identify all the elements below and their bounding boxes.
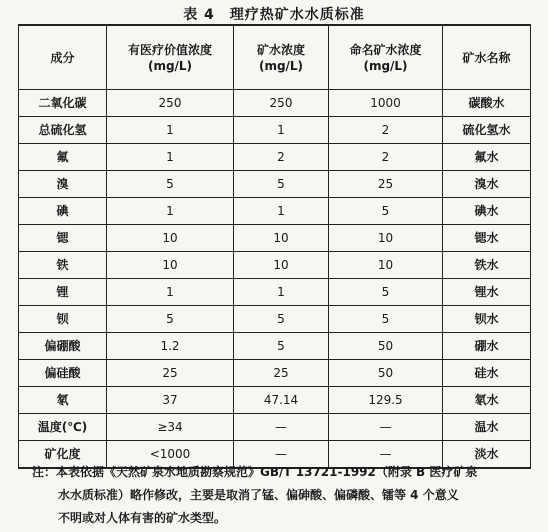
header-row xyxy=(19,25,531,90)
table-row xyxy=(19,333,531,360)
mineral-concentration-cell: 5 xyxy=(234,333,329,360)
water-name-cell: 氟水 xyxy=(443,144,531,171)
component-cell: 钡 xyxy=(19,306,107,333)
naming-concentration-cell: 50 xyxy=(329,333,443,360)
naming-concentration-cell: 2 xyxy=(329,144,443,171)
component-cell: 锂 xyxy=(19,279,107,306)
mineral-concentration-cell: 1 xyxy=(234,117,329,144)
medical-concentration-cell: 1 xyxy=(107,117,234,144)
naming-concentration-cell: 5 xyxy=(329,198,443,225)
table-row xyxy=(19,198,531,225)
header-mineral-concentration: 矿水浓度 (mg/L) xyxy=(234,25,329,90)
footnote-line-2: 水水质标准）略作修改，主要是取消了锰、偏砷酸、偏磷酸、镭等 4 个意义 xyxy=(58,488,459,502)
mineral-concentration-cell: 25 xyxy=(234,360,329,387)
naming-concentration-cell: 1000 xyxy=(329,90,443,117)
header-medical-concentration: 有医疗价值浓度 (mg/L) xyxy=(107,25,234,90)
medical-concentration-cell: 10 xyxy=(107,225,234,252)
mineral-concentration-cell: 47.14 xyxy=(234,387,329,414)
header-water-name: 矿水名称 xyxy=(443,25,531,90)
component-cell: 铁 xyxy=(19,252,107,279)
mineral-concentration-cell: — xyxy=(234,414,329,441)
mineral-concentration-cell: — xyxy=(234,441,329,469)
medical-concentration-cell: 1 xyxy=(107,198,234,225)
component-cell: 偏硼酸 xyxy=(19,333,107,360)
water-name-cell: 锂水 xyxy=(443,279,531,306)
water-name-cell: 淡水 xyxy=(443,441,531,469)
naming-concentration-cell: 50 xyxy=(329,360,443,387)
water-name-cell: 温水 xyxy=(443,414,531,441)
naming-concentration-cell: 5 xyxy=(329,279,443,306)
table-row xyxy=(19,171,531,198)
component-cell: 温度(℃) xyxy=(19,414,107,441)
naming-concentration-cell: 25 xyxy=(329,171,443,198)
mineral-concentration-cell: 10 xyxy=(234,225,329,252)
water-name-cell: 碘水 xyxy=(443,198,531,225)
mineral-concentration-cell: 250 xyxy=(234,90,329,117)
naming-concentration-cell: 129.5 xyxy=(329,387,443,414)
medical-concentration-cell: 25 xyxy=(107,360,234,387)
medical-concentration-cell: <1000 xyxy=(107,441,234,469)
medical-concentration-cell: 1 xyxy=(107,279,234,306)
medical-concentration-cell: 5 xyxy=(107,306,234,333)
water-name-cell: 硅水 xyxy=(443,360,531,387)
water-name-cell: 硼水 xyxy=(443,333,531,360)
component-cell: 总硫化氢 xyxy=(19,117,107,144)
medical-concentration-cell: 5 xyxy=(107,171,234,198)
mineral-concentration-cell: 5 xyxy=(234,306,329,333)
table-row xyxy=(19,360,531,387)
component-cell: 氡 xyxy=(19,387,107,414)
footnote-line-3: 不明或对人体有害的矿水类型。 xyxy=(58,511,227,525)
component-cell: 溴 xyxy=(19,171,107,198)
water-name-cell: 溴水 xyxy=(443,171,531,198)
table-row xyxy=(19,117,531,144)
table-row xyxy=(19,252,531,279)
table-row xyxy=(19,414,531,441)
mineral-concentration-cell: 2 xyxy=(234,144,329,171)
medical-concentration-cell: ≥34 xyxy=(107,414,234,441)
water-name-cell: 碳酸水 xyxy=(443,90,531,117)
medical-concentration-cell: 250 xyxy=(107,90,234,117)
medical-concentration-cell: 10 xyxy=(107,252,234,279)
table-title: 表 4 理疗热矿水水质标准 xyxy=(183,7,365,23)
table-row xyxy=(19,387,531,414)
mineral-concentration-cell: 10 xyxy=(234,252,329,279)
water-name-cell: 钡水 xyxy=(443,306,531,333)
component-cell: 二氧化碳 xyxy=(19,90,107,117)
naming-concentration-cell: 2 xyxy=(329,117,443,144)
mineral-concentration-cell: 1 xyxy=(234,198,329,225)
table-row xyxy=(19,144,531,171)
header-naming-concentration: 命名矿水浓度 (mg/L) xyxy=(329,25,443,90)
component-cell: 偏硅酸 xyxy=(19,360,107,387)
table-row xyxy=(19,306,531,333)
mineral-concentration-cell: 1 xyxy=(234,279,329,306)
component-cell: 锶 xyxy=(19,225,107,252)
component-cell: 氟 xyxy=(19,144,107,171)
footnote-line-1: 注：本表依据《天然矿泉水地质勘察规范》GB/T 13721-1992（附录 B 医疗矿泉 xyxy=(32,465,478,479)
naming-concentration-cell: 10 xyxy=(329,225,443,252)
component-cell: 碘 xyxy=(19,198,107,225)
mineral-concentration-cell: 5 xyxy=(234,171,329,198)
water-name-cell: 铁水 xyxy=(443,252,531,279)
medical-concentration-cell: 1 xyxy=(107,144,234,171)
naming-concentration-cell: — xyxy=(329,441,443,469)
naming-concentration-cell: 5 xyxy=(329,306,443,333)
naming-concentration-cell: — xyxy=(329,414,443,441)
water-name-cell: 硫化氢水 xyxy=(443,117,531,144)
header-component: 成分 xyxy=(19,25,107,90)
medical-concentration-cell: 37 xyxy=(107,387,234,414)
table-row xyxy=(19,225,531,252)
naming-concentration-cell: 10 xyxy=(329,252,443,279)
table-row xyxy=(19,90,531,117)
water-name-cell: 锶水 xyxy=(443,225,531,252)
footnote xyxy=(32,461,532,530)
water-name-cell: 氡水 xyxy=(443,387,531,414)
table-row xyxy=(19,279,531,306)
component-cell: 矿化度 xyxy=(19,441,107,469)
medical-concentration-cell: 1.2 xyxy=(107,333,234,360)
water-quality-table xyxy=(18,24,531,469)
